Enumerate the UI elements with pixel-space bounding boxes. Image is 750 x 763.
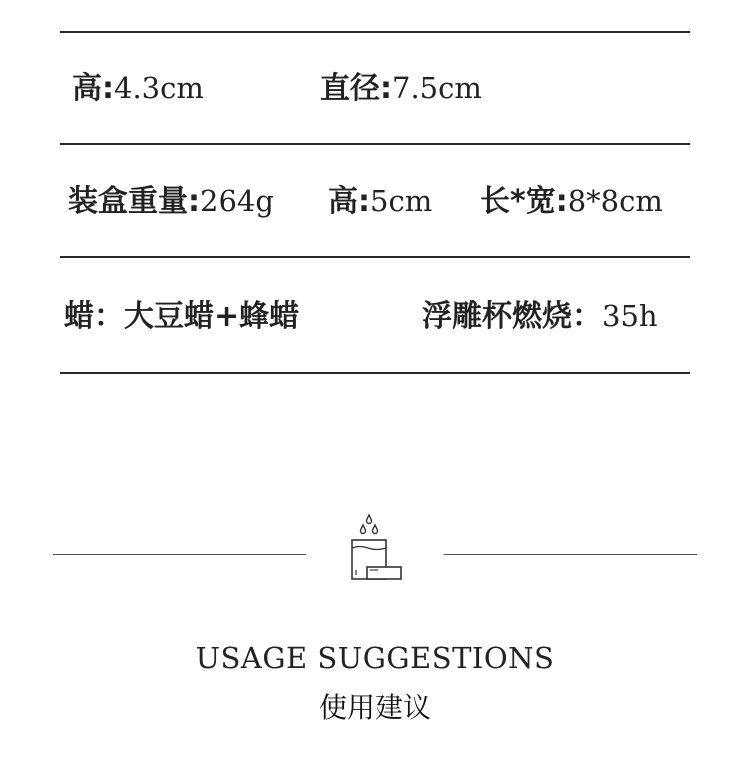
spec-row-1 bbox=[0, 70, 750, 110]
spec-value: 7.5cm bbox=[392, 71, 482, 105]
spec-label: 蜡：大豆蜡+蜂蜡 bbox=[64, 299, 300, 334]
table-rule-2 bbox=[60, 143, 690, 145]
spec-label: 装盒重量: bbox=[68, 184, 200, 219]
spec-value: 8*8cm bbox=[567, 184, 663, 218]
candle-icon bbox=[340, 512, 410, 586]
spec-label: 直径: bbox=[320, 71, 392, 106]
spec-wax bbox=[64, 298, 299, 335]
table-rule-bottom bbox=[60, 372, 690, 374]
spec-burn-time bbox=[422, 298, 658, 335]
section-divider-right bbox=[444, 554, 697, 555]
spec-diameter bbox=[320, 70, 482, 107]
spec-label: 长*宽: bbox=[480, 184, 568, 219]
section-divider-left bbox=[53, 554, 306, 555]
spec-height bbox=[72, 70, 204, 107]
spec-boxed-weight bbox=[68, 183, 274, 220]
spec-row-3 bbox=[0, 298, 750, 338]
spec-box-height bbox=[328, 183, 432, 220]
usage-title-en: USAGE SUGGESTIONS bbox=[195, 641, 555, 675]
spec-value: 35h bbox=[602, 299, 658, 333]
spec-length-width bbox=[480, 183, 663, 220]
table-rule-top bbox=[60, 31, 690, 33]
usage-title-cn: 使用建议 bbox=[318, 691, 431, 724]
spec-value: 4.3cm bbox=[114, 71, 204, 105]
spec-label: 高: bbox=[328, 184, 370, 219]
table-rule-3 bbox=[60, 256, 690, 258]
spec-label: 高: bbox=[72, 71, 114, 106]
spec-value: 5cm bbox=[370, 184, 433, 218]
spec-row-2 bbox=[0, 183, 750, 223]
spec-value: 264g bbox=[200, 184, 274, 218]
spec-label: 浮雕杯燃烧： bbox=[422, 299, 602, 334]
